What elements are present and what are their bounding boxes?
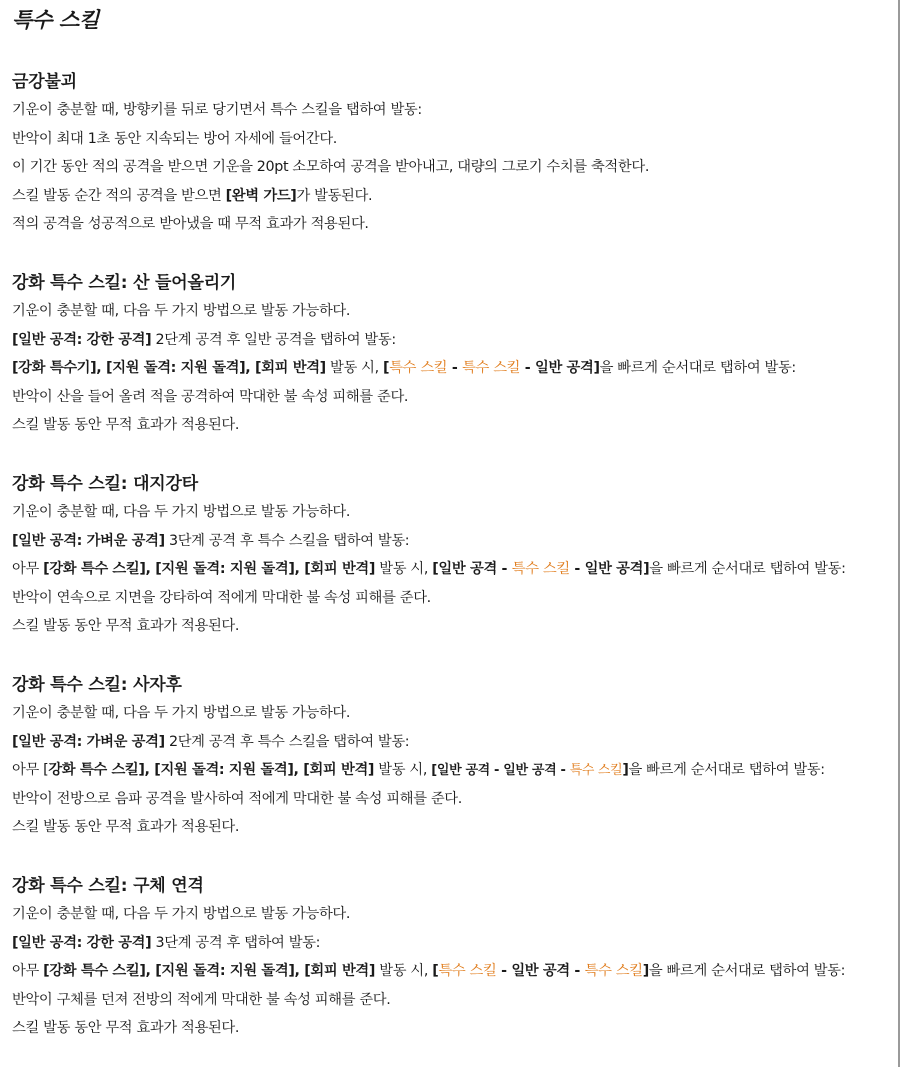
text-run: 을 빠르게 순서대로 탭하여 발동: [649, 561, 846, 577]
text-run: 반악이 최대 1초 동안 지속되는 방어 자세에 들어간다. [12, 130, 337, 147]
bold-text: [ [383, 360, 390, 376]
text-run: 기운이 충분할 때, 다음 두 가지 방법으로 발동 가능하다. [12, 504, 351, 520]
body-line [12, 383, 796, 412]
body-line [12, 785, 825, 814]
section-heading: 강화 특수 스킬: 산 들어올리기 [12, 273, 237, 293]
text-run: 스킬 발동 동안 무적 효과가 적용된다. [12, 1020, 240, 1036]
text-run: 발동 시, [375, 963, 433, 979]
bold-text: 강화 특수 스킬], [지원 돌격: 지원 돌격], [회피 반격] [48, 762, 375, 778]
text-run: 반악이 산을 들어 올려 적을 공격하여 막대한 불 속성 피해를 준다. [12, 388, 409, 405]
highlight-text: 특수 스킬 [389, 360, 448, 376]
section-body [12, 297, 796, 440]
body-line [12, 728, 825, 757]
text-run: 2단계 공격 후 일반 공격을 탭하여 발동: [151, 331, 396, 348]
bold-text: [일반 공격: 가벼운 공격] [12, 733, 165, 750]
section-heading: 강화 특수 스킬: 구체 연격 [12, 876, 204, 896]
body-line [12, 699, 825, 728]
body-line [12, 584, 846, 613]
text-run: 을 빠르게 순서대로 탭하여 발동: [628, 762, 825, 778]
body-line [12, 153, 649, 182]
text-run: 을 빠르게 순서대로 탭하여 발동: [648, 963, 846, 979]
bold-text: - [447, 360, 463, 376]
text-run: 3단계 공격 후 특수 스킬을 탭하여 발동: [164, 532, 410, 549]
text-run: 적의 공격을 성공적으로 받아냈을 때 무적 효과가 적용된다. [12, 216, 369, 232]
highlight-text: 특수 스킬 [462, 360, 521, 376]
section-body [12, 900, 845, 1043]
section-body [12, 498, 846, 641]
text-run: 기운이 충분할 때, 다음 두 가지 방법으로 발동 가능하다. [12, 705, 351, 721]
text-run: 아무 [12, 561, 44, 577]
body-line [12, 297, 796, 326]
bold-text: [일반 공격: 가벼운 공격] [12, 532, 165, 549]
text-run: 반악이 연속으로 지면을 강타하여 적에게 막대한 불 속성 피해를 준다. [12, 589, 431, 606]
highlight-text: 특수 스킬 [438, 963, 497, 979]
highlight-text: 특수 스킬 [569, 763, 623, 778]
section-heading: 강화 특수 스킬: 사자후 [12, 675, 182, 695]
body-line [12, 182, 649, 211]
section-4 [12, 673, 825, 842]
body-line [12, 354, 796, 383]
text-run: 기운이 충분할 때, 다음 두 가지 방법으로 발동 가능하다. [12, 303, 351, 319]
bold-text: - 일반 공격] [520, 360, 600, 376]
text-run: 가 발동된다. [296, 187, 373, 204]
bold-text: [일반 공격 - 일반 공격 - [431, 763, 570, 778]
body-line [12, 411, 796, 440]
section-body [12, 699, 825, 842]
bold-text: [일반 공격 - [432, 561, 512, 577]
text-run: 을 빠르게 순서대로 탭하여 발동: [599, 360, 796, 376]
text-run: 기운이 충분할 때, 다음 두 가지 방법으로 발동 가능하다. [12, 906, 351, 922]
body-line [12, 498, 846, 527]
body-line [12, 756, 825, 785]
text-run: 이 기간 동안 적의 공격을 받으면 기운을 20pt 소모하여 공격을 받아내고, 대량의 그로기 수치를 축적한다. [12, 159, 650, 175]
highlight-text: 특수 스킬 [511, 561, 570, 577]
text-run: 스킬 발동 순간 적의 공격을 받으면 [12, 187, 226, 204]
bold-text: [강화 특수 스킬], [지원 돌격: 지원 돌격], [회피 반격] [43, 561, 376, 577]
page-title: 특수 스킬 [12, 8, 99, 32]
section-5 [12, 874, 845, 1043]
text-run: 스킬 발동 동안 무적 효과가 적용된다. [12, 618, 240, 634]
section-3 [12, 472, 846, 641]
bold-text: [강화 특수 스킬], [지원 돌격: 지원 돌격], [회피 반격] [43, 963, 376, 979]
text-run: 3단계 공격 후 탭하여 발동: [151, 934, 321, 951]
text-run: 스킬 발동 동안 무적 효과가 적용된다. [12, 417, 240, 433]
text-run: 아무 [12, 963, 44, 979]
body-line [12, 929, 845, 958]
body-line [12, 813, 825, 842]
body-line [12, 957, 845, 986]
bold-text: [완벽 가드] [225, 187, 297, 204]
body-line [12, 986, 845, 1015]
body-line [12, 555, 846, 584]
text-run: 발동 시, [325, 360, 384, 376]
body-line [12, 125, 649, 154]
bold-text: [ [432, 963, 439, 979]
text-run: 스킬 발동 동안 무적 효과가 적용된다. [12, 819, 240, 835]
body-line [12, 527, 846, 556]
body-line [12, 326, 796, 355]
section-2 [12, 271, 796, 440]
bold-text: - 일반 공격 - [496, 963, 585, 979]
body-line [12, 612, 846, 641]
bold-text: [일반 공격: 강한 공격] [12, 934, 152, 951]
bold-text: [강화 특수기], [지원 돌격: 지원 돌격], [회피 반격] [12, 360, 326, 376]
text-run: 발동 시, [374, 762, 432, 778]
body-line [12, 96, 649, 125]
body-line [12, 1014, 845, 1043]
bold-text: - 일반 공격] [569, 561, 650, 577]
text-run: 반악이 전방으로 음파 공격을 발사하여 적에게 막대한 불 속성 피해를 준다. [12, 790, 462, 807]
bold-text: [일반 공격: 강한 공격] [12, 331, 152, 348]
bold-text: ] [622, 762, 629, 778]
bold-text: ] [642, 963, 649, 979]
highlight-text: 특수 스킬 [584, 963, 643, 979]
text-run: 아무 [ [12, 762, 49, 778]
section-body [12, 96, 649, 239]
body-line [12, 900, 845, 929]
text-run: 발동 시, [375, 561, 433, 577]
section-1 [12, 70, 649, 239]
section-heading: 금강불괴 [12, 72, 77, 92]
text-run: 반악이 구체를 던져 전방의 적에게 막대한 불 속성 피해를 준다. [12, 991, 391, 1008]
body-line [12, 210, 649, 239]
text-run: 기운이 충분할 때, 방향키를 뒤로 당기면서 특수 스킬을 탭하여 발동: [12, 102, 422, 118]
text-run: 2단계 공격 후 특수 스킬을 탭하여 발동: [164, 733, 410, 750]
section-heading: 강화 특수 스킬: 대지강타 [12, 474, 198, 494]
